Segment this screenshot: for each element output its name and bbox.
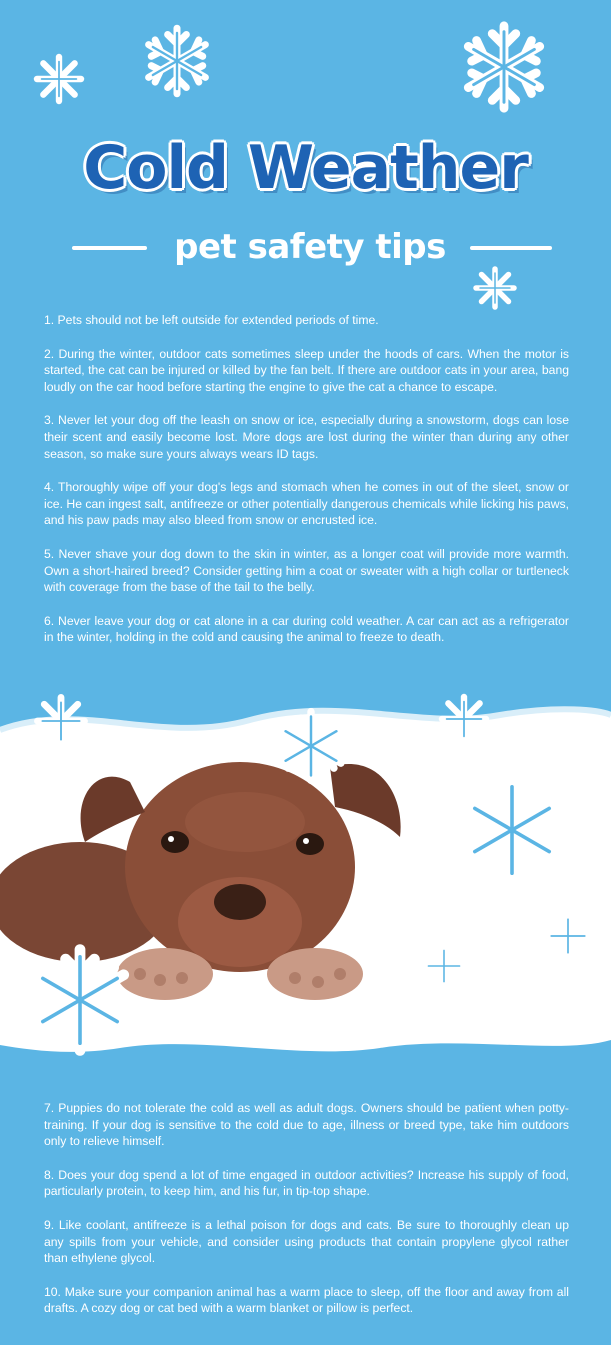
page-subtitle: pet safety tips: [174, 227, 446, 267]
snowflake-icon: [20, 940, 140, 1060]
tip-item: 1. Pets should not be left outside for extended periods of time.: [44, 313, 379, 327]
snowflake-icon: [30, 690, 92, 752]
page-title: Cold Weather: [83, 133, 528, 203]
tip-item: 6. Never leave your dog or cat alone in a car during cold weather. A car can act as a refrigerator in the winter, holding in the cold and causing the animal to freeze to death.: [44, 613, 569, 645]
tip-item: 2. During the winter, outdoor cats sometimes sleep under the hoods of cars. When the motor is started, the cat can be injured or killed by the fan belt. If there are outdoor cats in your area, bang loudly on the car hood before starting the engine to give the cat a chance to escape.: [44, 346, 569, 394]
tip-item: 8. Does your dog spend a lot of time engaged in outdoor activities? Increase his supply of food, particularly protein, to keep him, and his fur, in tip-top shape.: [44, 1167, 569, 1199]
snowflake-icon: [138, 22, 216, 100]
tip-item: 10. Make sure your companion animal has a warm place to sleep, off the floor and away from all drafts. A cozy dog or cat bed with a warm blanket or pillow is perfect.: [44, 1284, 569, 1316]
snowflake-icon: [452, 770, 572, 890]
snowflake-icon: [30, 50, 88, 108]
snowflake-icon: [455, 18, 553, 116]
tips-list-bottom: [44, 1100, 569, 1334]
subtitle-row: [0, 222, 611, 272]
tips-list-top: [44, 312, 569, 663]
tip-item: 5. Never shave your dog down to the skin in winter, as a longer coat will provide more warmth. Own a short-haired breed? Consider getting him a coat or sweater with a high collar or turtleneck with coverage from the base of the tail to the belly.: [44, 546, 569, 595]
tip-item: 3. Never let your dog off the leash on snow or ice, especially during a snowstorm, dogs can lose their scent and easily become lost. More dogs are lost during the winter than during any other season, so make sure yours always wears ID tags.: [44, 413, 569, 461]
snowflake-icon: [435, 690, 493, 748]
tip-item: 7. Puppies do not tolerate the cold as well as adult dogs. Owners should be patient when potty-training. If your dog is sensitive to the cold due to age, illness or breed type, take him outdoors only to relieve himself.: [44, 1101, 569, 1149]
snowflake-icon: [540, 908, 596, 964]
tip-item: 4. Thoroughly wipe off your dog's legs and stomach when he comes in out of the sleet, snow or ice. He can ingest salt, antifreeze or other potentially dangerous chemicals while licking his paws, and his paw pads may also bleed from snow or encrusted ice.: [44, 480, 569, 528]
tip-item: 9. Like coolant, antifreeze is a lethal poison for dogs and cats. Be sure to thoroughly clean up any spills from your vehicle, and consider using products that contain propylene glycol rather than ethylene glycol.: [44, 1217, 569, 1266]
divider: [470, 246, 552, 250]
snowflake-icon: [270, 705, 352, 787]
snowflake-icon: [418, 940, 470, 992]
divider: [72, 246, 147, 250]
